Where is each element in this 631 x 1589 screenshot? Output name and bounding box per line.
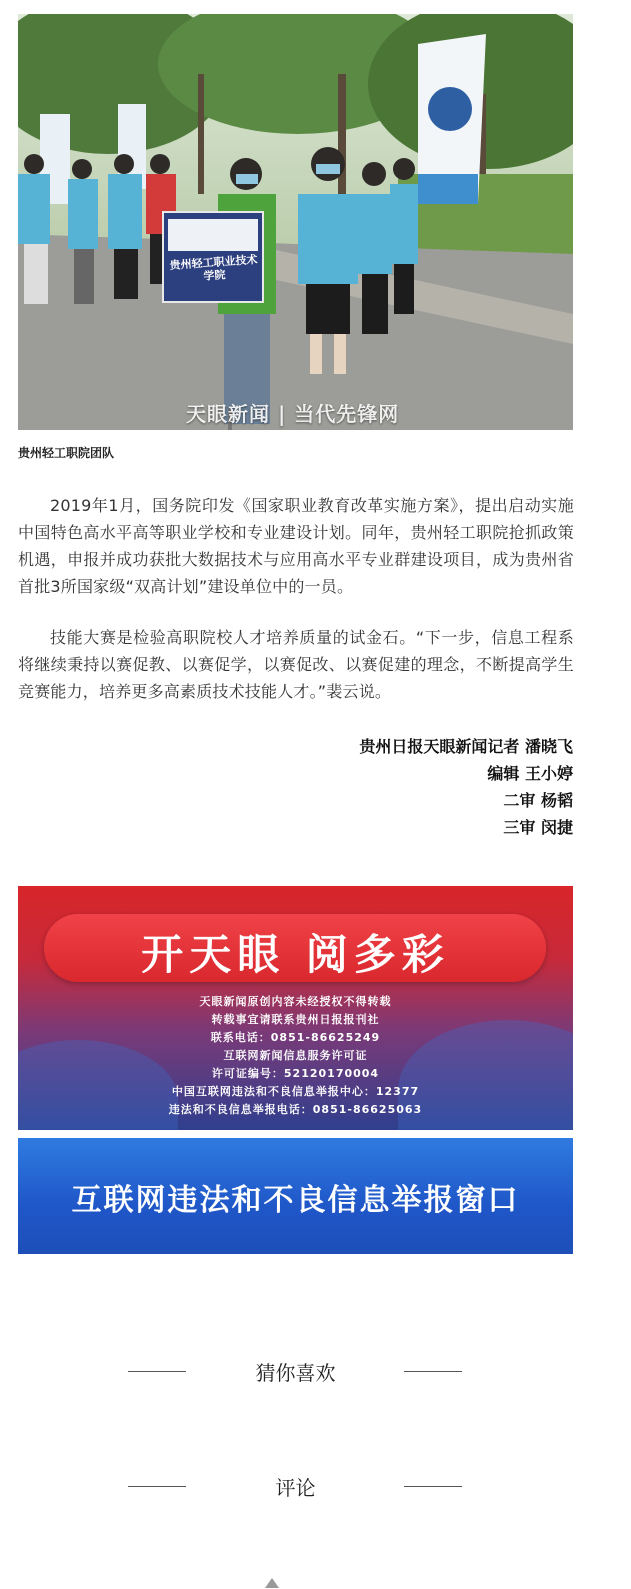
divider-line [404,1371,462,1372]
credit-reporter: 贵州日报天眼新闻记者 潘晓飞 [359,737,573,756]
section-title-comment: 评论 [275,1476,316,1500]
section-title-guess: 猜你喜欢 [255,1361,336,1385]
notice-line: 天眼新闻原创内容未经授权不得转载 [199,995,392,1008]
credit-second-review: 二审 杨韬 [503,791,573,810]
article-paragraph: 技能大赛是检验高职院校人才培养质量的试金石。“下一步，信息工程系将继续秉持以赛促教、以赛促学，以赛促改、以赛促建的理念，不断提高学生竞赛能力，培养更多高素质技术技能人才。”裴云说。 [18,628,574,701]
photo-watermark: 天眼新闻 | 当代先锋网 [186,402,400,426]
report-window-banner[interactable] [18,1138,573,1254]
divider-line [404,1486,462,1487]
divider-line [128,1371,186,1372]
article-paragraph: 2019年1月，国务院印发《国家职业教育改革实施方案》，提出启动实施中国特色高水平高等职业学校和专业建设计划。同年，贵州轻工职院抢抓政策机遇，申报并成功获批大数据技术与应用高水平专业群建设项目，成为贵州省首批3所国家级“双高计划”建设单位中的一员。 [18,496,574,596]
divider-line [128,1486,186,1487]
credit-editor: 编辑 王小婷 [487,764,573,783]
photo-illustration [18,14,573,430]
banner-headline: 开天眼 阅多彩 [141,930,450,979]
copyright-banner[interactable] [18,886,573,1130]
photo-sign-text: 贵州轻工职业技术学院 [169,252,258,283]
notice-line: 许可证编号：52120170004 [211,1067,380,1080]
photo-caption: 贵州轻工职院团队 [18,446,115,460]
article-photo [18,14,573,430]
report-window-label: 互联网违法和不良信息举报窗口 [71,1183,520,1218]
notice-line: 转载事宜请联系贵州日报报刊社 [211,1013,380,1026]
banner-notice [18,993,573,1119]
section-comments [0,1472,591,1501]
notice-line: 联系电话：0851-86625249 [210,1031,381,1044]
notice-line: 互联网新闻信息服务许可证 [223,1049,368,1062]
article-credits [359,733,573,841]
notice-line: 违法和不良信息举报电话：0851-86625063 [168,1103,423,1116]
scroll-up-icon[interactable] [265,1578,279,1588]
notice-line: 中国互联网违法和不良信息举报中心：12377 [171,1085,420,1098]
section-guess-you-like [0,1357,591,1386]
credit-third-review: 三审 闵捷 [503,818,573,837]
